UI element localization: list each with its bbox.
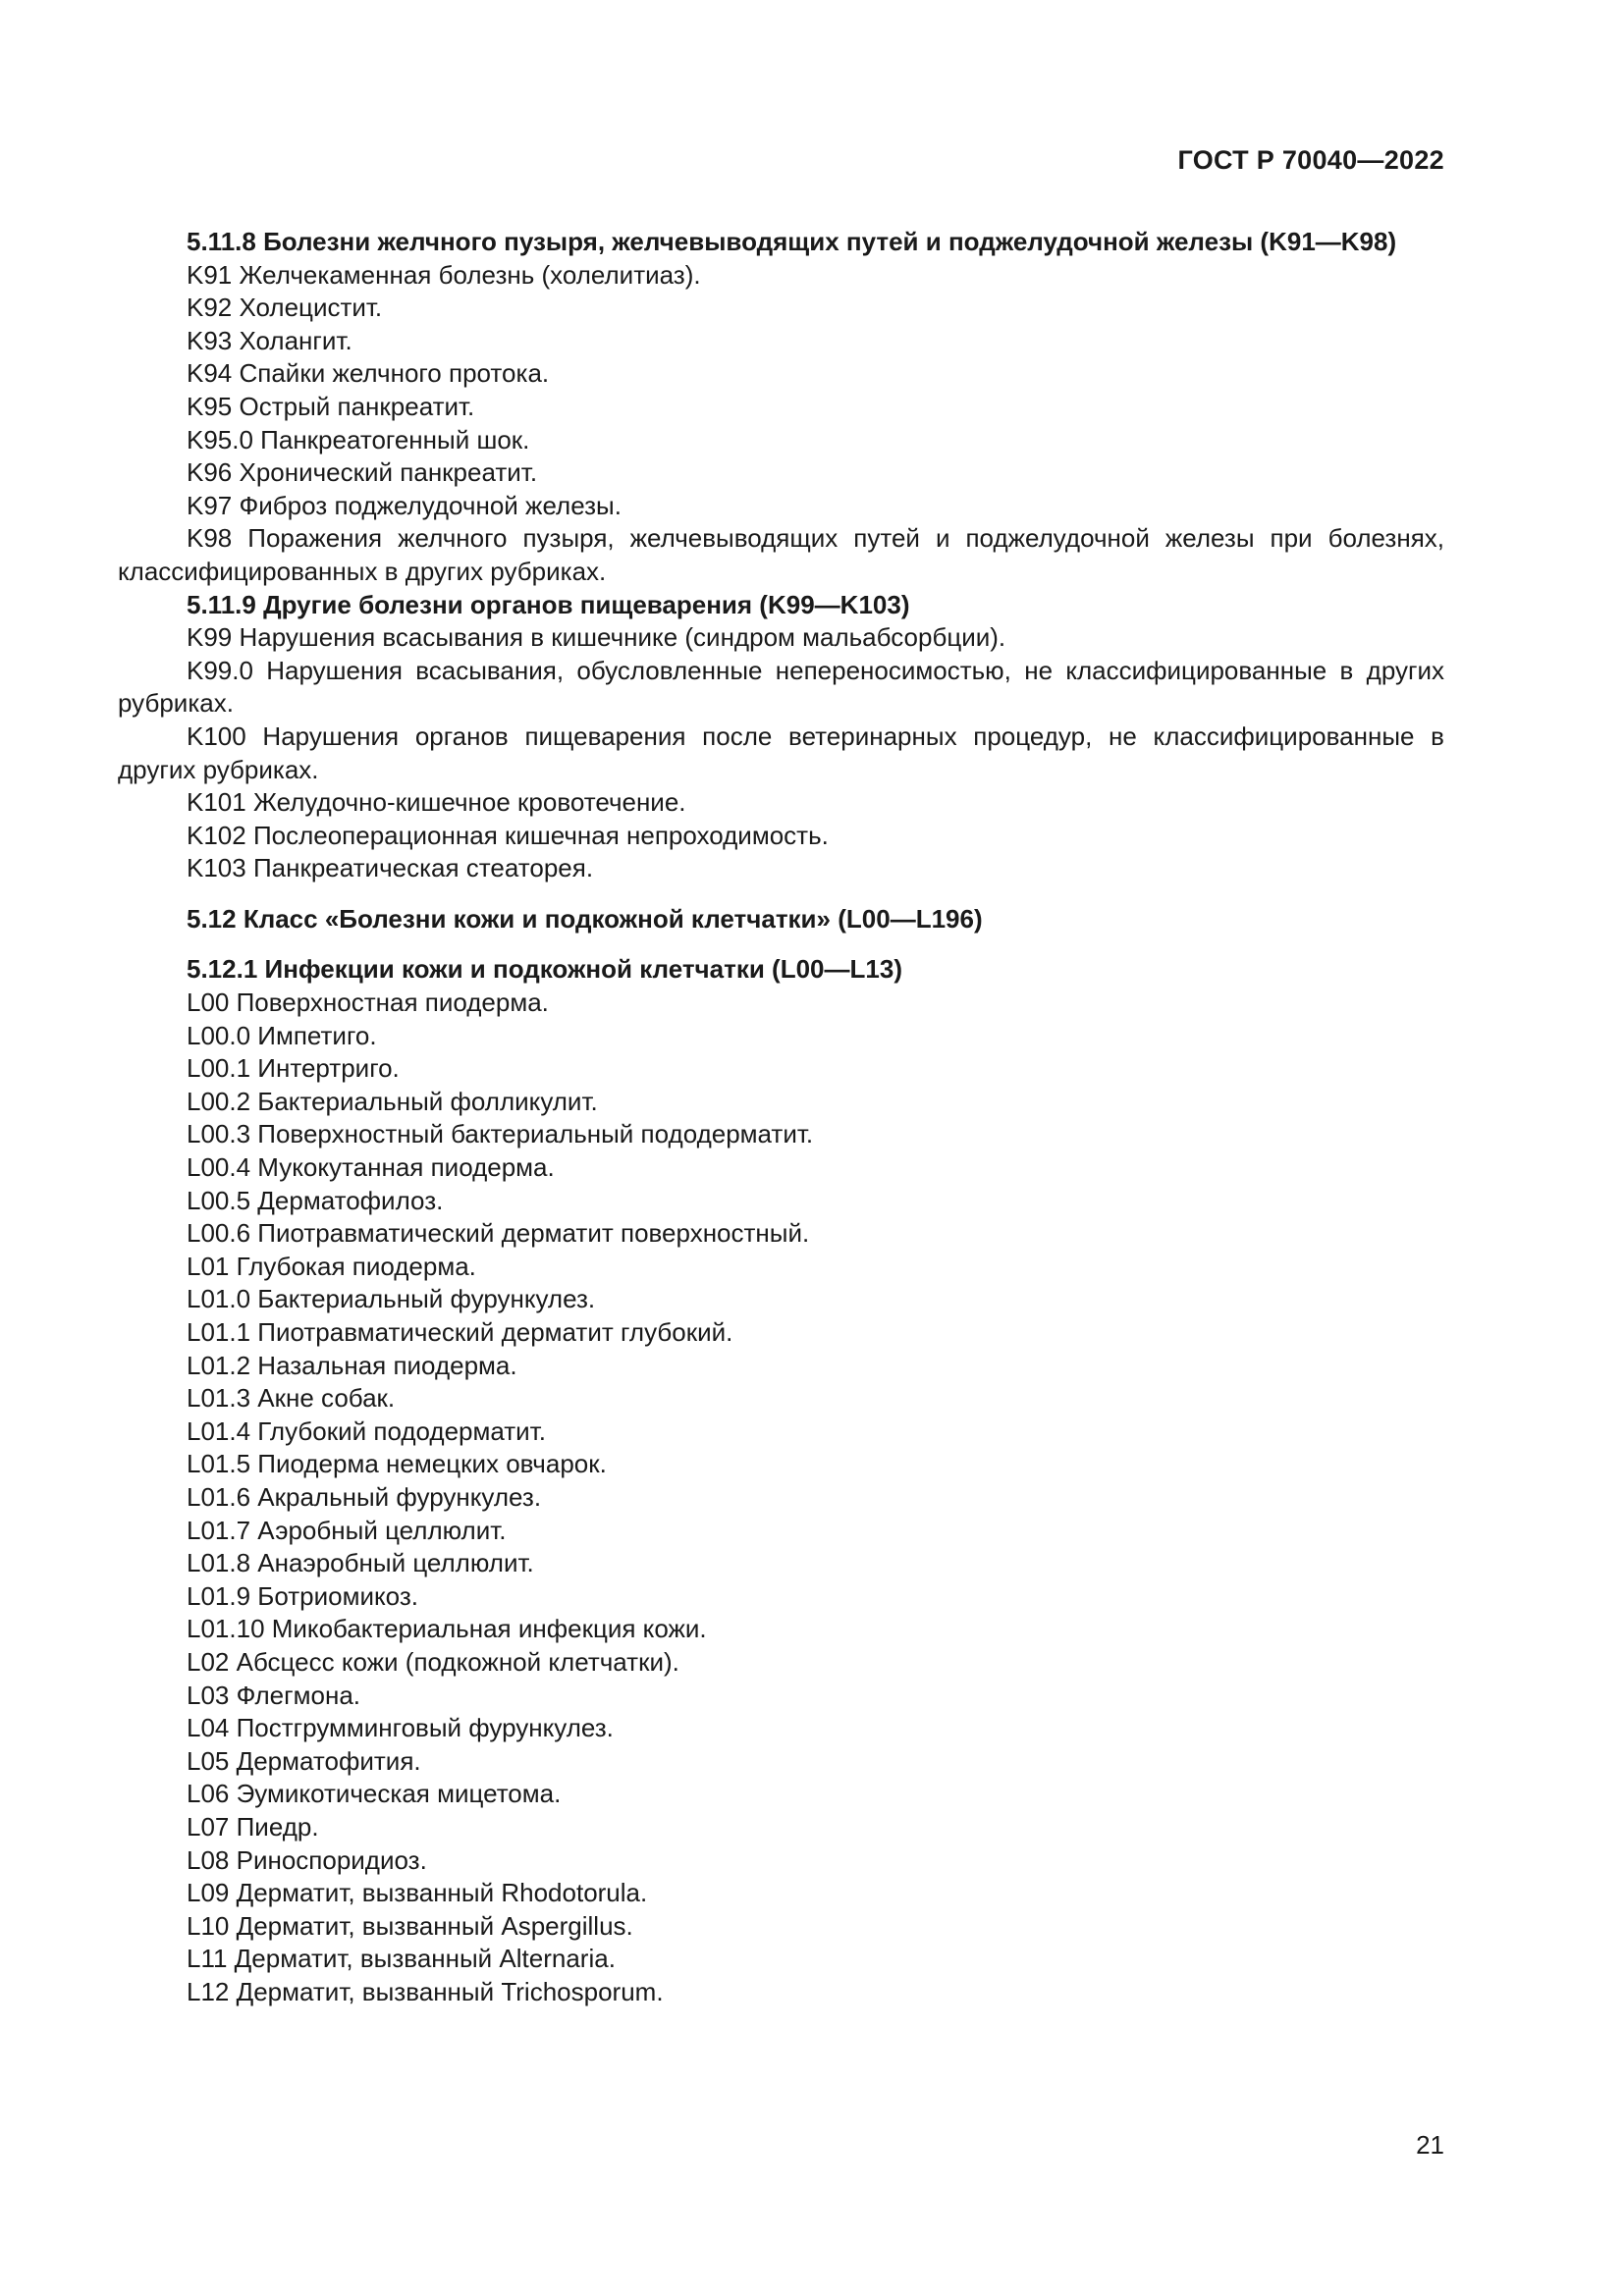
classification-item: L01.5 Пиодерма немецких овчарок. bbox=[187, 1449, 607, 1479]
classification-item: L00.5 Дерматофилоз. bbox=[187, 1185, 444, 1215]
classification-item: L01.6 Акральный фурункулез. bbox=[187, 1481, 542, 1512]
section-heading: 5.12.1 Инфекции кожи и подкожной клетчатки (L00—L13) bbox=[187, 954, 902, 985]
standard-code-header: ГОСТ Р 70040—2022 bbox=[1177, 145, 1444, 175]
classification-item: L00 Поверхностная пиодерма. bbox=[187, 988, 549, 1018]
classification-paragraph: K98 Поражения желчного пузыря, желчевыводящих путей и поджелудочной железы при болезнях, классифицированных в других рубриках. bbox=[118, 523, 1444, 586]
classification-item: K99 Нарушения всасывания в кишечнике (синдром мальабсорбции). bbox=[187, 622, 1006, 653]
classification-item: K94 Спайки желчного протока. bbox=[187, 358, 550, 389]
classification-item: L11 Дерматит, вызванный Alternaria. bbox=[187, 1944, 616, 1974]
classification-item: L01.1 Пиотравматический дерматит глубокий. bbox=[187, 1317, 733, 1347]
classification-item: K91 Желчекаменная болезнь (холелитиаз). bbox=[187, 259, 701, 290]
classification-item: K102 Послеоперационная кишечная непроходимость. bbox=[187, 820, 829, 850]
section-gap bbox=[118, 885, 1444, 903]
classification-item: K97 Фиброз поджелудочной железы. bbox=[187, 490, 622, 520]
classification-item: K101 Желудочно-кишечное кровотечение. bbox=[187, 787, 686, 818]
classification-item: L00.1 Интертриго. bbox=[187, 1053, 400, 1084]
classification-item: L01 Глубокая пиодерма. bbox=[187, 1251, 476, 1281]
classification-item: K96 Хронический панкреатит. bbox=[187, 457, 538, 488]
classification-item: L06 Эумикотическая мицетома. bbox=[187, 1779, 562, 1809]
section-heading: 5.11.9 Другие болезни органов пищеварения (K99—K103) bbox=[187, 589, 910, 619]
classification-item: K92 Холецистит. bbox=[187, 293, 383, 323]
classification-item: L01.3 Акне собак. bbox=[187, 1383, 396, 1414]
classification-item: K95 Острый панкреатит. bbox=[187, 391, 475, 421]
classification-item: L00.6 Пиотравматический дерматит поверхностный. bbox=[187, 1218, 810, 1249]
classification-item: K103 Панкреатическая стеаторея. bbox=[187, 853, 594, 883]
classification-item: L01.0 Бактериальный фурункулез. bbox=[187, 1284, 596, 1314]
classification-item: L01.4 Глубокий пододерматит. bbox=[187, 1415, 546, 1446]
classification-item: L01.8 Анаэробный целлюлит. bbox=[187, 1548, 534, 1578]
classification-item: L00.0 Импетиго. bbox=[187, 1020, 377, 1050]
section-heading: 5.12 Класс «Болезни кожи и подкожной клетчатки» (L00—L196) bbox=[187, 903, 983, 934]
classification-item: L02 Абсцесс кожи (подкожной клетчатки). bbox=[187, 1646, 679, 1677]
classification-paragraph: K100 Нарушения органов пищеварения после ветеринарных процедур, не классифицированные в других рубриках. bbox=[118, 721, 1444, 784]
classification-item: L12 Дерматит, вызванный Trichosporum. bbox=[187, 1976, 664, 2006]
document-body bbox=[118, 226, 1444, 2008]
classification-item: L01.9 Ботриомикоз. bbox=[187, 1580, 418, 1611]
classification-item: L08 Риноспоридиоз. bbox=[187, 1844, 427, 1875]
classification-item: L01.2 Назальная пиодерма. bbox=[187, 1350, 517, 1380]
classification-item: K93 Холангит. bbox=[187, 325, 352, 355]
classification-paragraph: K99.0 Нарушения всасывания, обусловленные непереносимостью, не классифицированные в других рубриках. bbox=[118, 655, 1444, 719]
classification-item: L01.10 Микобактериальная инфекция кожи. bbox=[187, 1614, 707, 1644]
classification-item: L01.7 Аэробный целлюлит. bbox=[187, 1515, 507, 1545]
classification-item: L00.4 Мукокутанная пиодерма. bbox=[187, 1152, 555, 1183]
classification-item: L05 Дерматофития. bbox=[187, 1745, 421, 1776]
section-gap bbox=[118, 935, 1444, 953]
classification-item: L00.3 Поверхностный бактериальный пододерматит. bbox=[187, 1119, 814, 1149]
page-number: 21 bbox=[1416, 2130, 1444, 2160]
classification-item: L10 Дерматит, вызванный Aspergillus. bbox=[187, 1910, 633, 1941]
classification-item: L09 Дерматит, вызванный Rhodotorula. bbox=[187, 1878, 648, 1908]
classification-item: L04 Постгрумминговый фурункулез. bbox=[187, 1713, 614, 1743]
classification-item: L07 Пиедр. bbox=[187, 1811, 319, 1842]
classification-item: K95.0 Панкреатогенный шок. bbox=[187, 424, 530, 454]
classification-item: L03 Флегмона. bbox=[187, 1680, 360, 1710]
classification-item: L00.2 Бактериальный фолликулит. bbox=[187, 1086, 598, 1116]
section-heading: 5.11.8 Болезни желчного пузыря, желчевыводящих путей и поджелудочной железы (K91—K98) bbox=[187, 227, 1397, 256]
